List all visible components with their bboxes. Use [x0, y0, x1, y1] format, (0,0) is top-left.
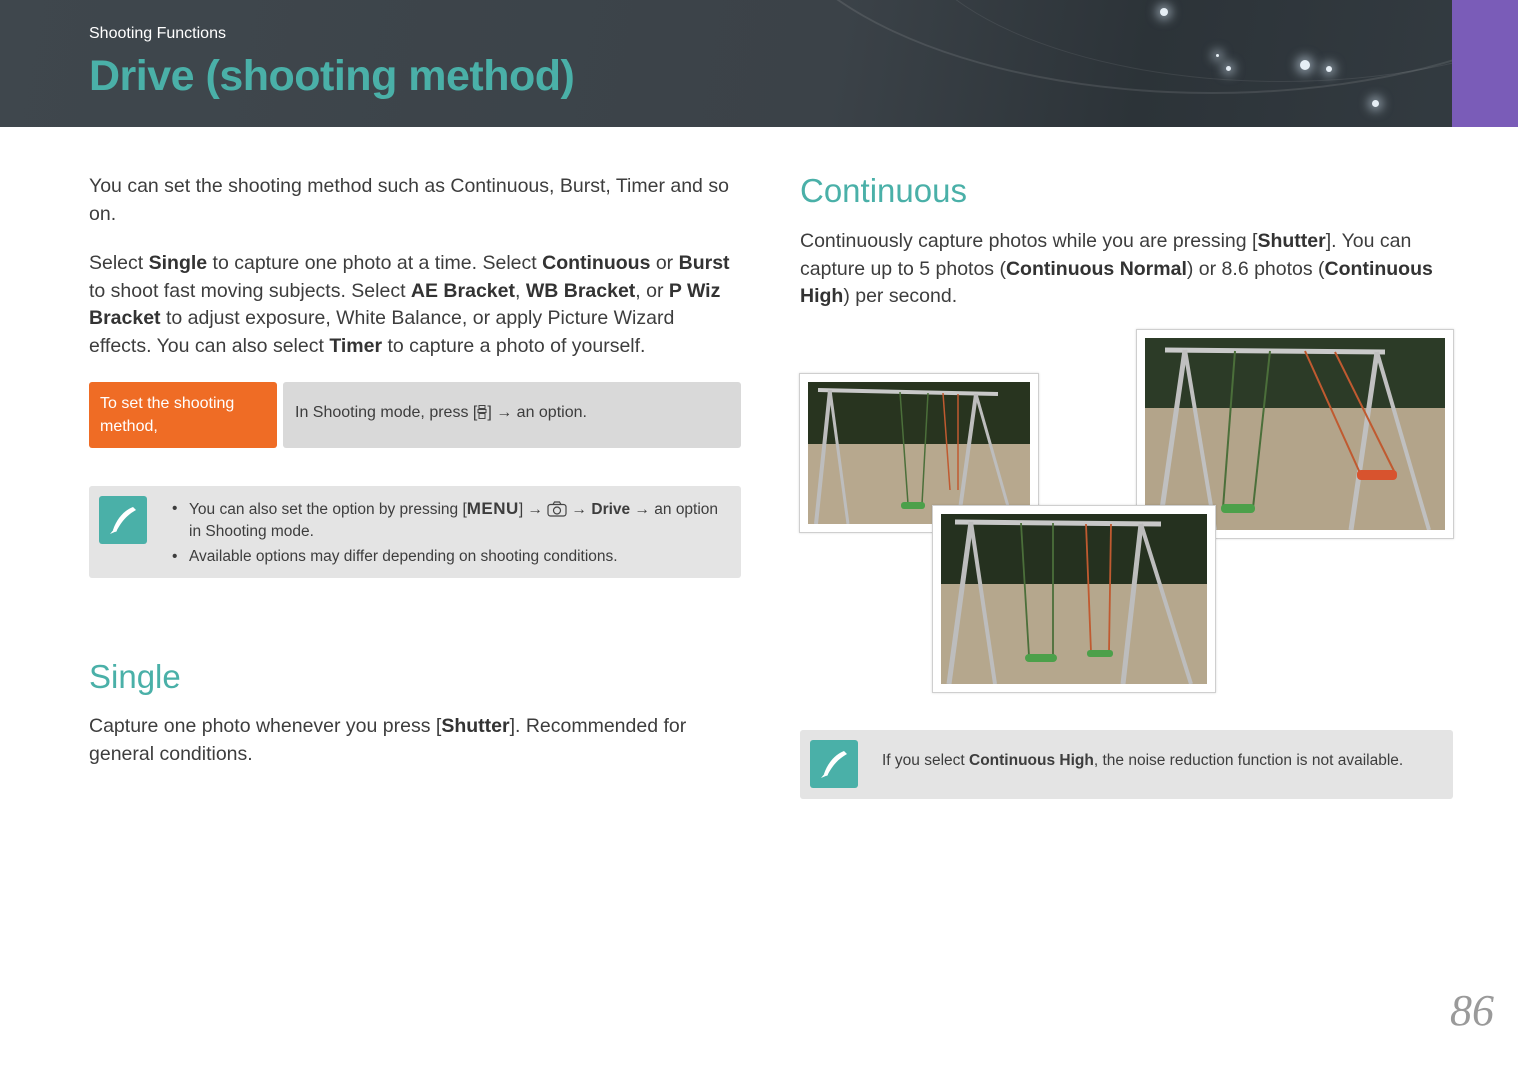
swing-photo	[932, 505, 1216, 693]
page-header	[0, 0, 1518, 127]
single-heading: Single	[89, 658, 181, 695]
sparkle-icon	[1300, 60, 1310, 70]
continuous-heading: Continuous	[800, 172, 967, 209]
intro-modes-paragraph: Select Single to capture one photo at a time. Select Continuous or Burst to shoot fast moving subjects. Select AE Bracket, WB Bracket, or P Wiz Bracket to adjust exposure, White Balance, or apply Picture Wizard effects. You can also select Timer to capture a photo of yourself.	[89, 252, 730, 357]
pencil-note-icon	[810, 740, 858, 788]
sparkle-icon	[1216, 54, 1219, 57]
sparkle-icon	[1226, 66, 1231, 71]
camera-icon	[547, 501, 567, 517]
page-number: 86	[1450, 986, 1494, 1035]
note-box	[89, 486, 741, 578]
set-method-instruction: In Shooting mode, press [ ] → an option.	[283, 382, 741, 448]
note-item: • You can also set the option by pressing [MENU] → → Drive → an option in Shooting mode.	[172, 499, 719, 540]
section-label: Shooting Functions	[89, 25, 226, 42]
sparkle-icon	[1160, 8, 1168, 16]
set-method-label: To set the shooting method,	[89, 382, 277, 448]
note-item: • Available options may differ depending on shooting conditions.	[172, 548, 618, 565]
note-text: If you select Continuous High, the noise reduction function is not available.	[882, 752, 1404, 769]
continuous-paragraph: Continuously capture photos while you are pressing [Shutter]. You can capture up to 5 photos (Continuous Normal) or 8.6 photos (Continuous High) per second.	[800, 230, 1433, 307]
note-box	[800, 730, 1453, 799]
menu-key: MENU	[466, 499, 519, 518]
sparkle-icon	[1326, 66, 1332, 72]
sparkle-icon	[1372, 100, 1379, 107]
pencil-note-icon	[99, 496, 147, 544]
chapter-tab[interactable]	[1452, 0, 1518, 127]
page-title: Drive (shooting method)	[89, 52, 575, 100]
drive-button-icon	[477, 405, 487, 419]
intro-paragraph: You can set the shooting method such as Continuous, Burst, Timer and so on.	[89, 175, 729, 225]
single-paragraph: Capture one photo whenever you press [Shutter]. Recommended for general conditions.	[89, 715, 687, 765]
